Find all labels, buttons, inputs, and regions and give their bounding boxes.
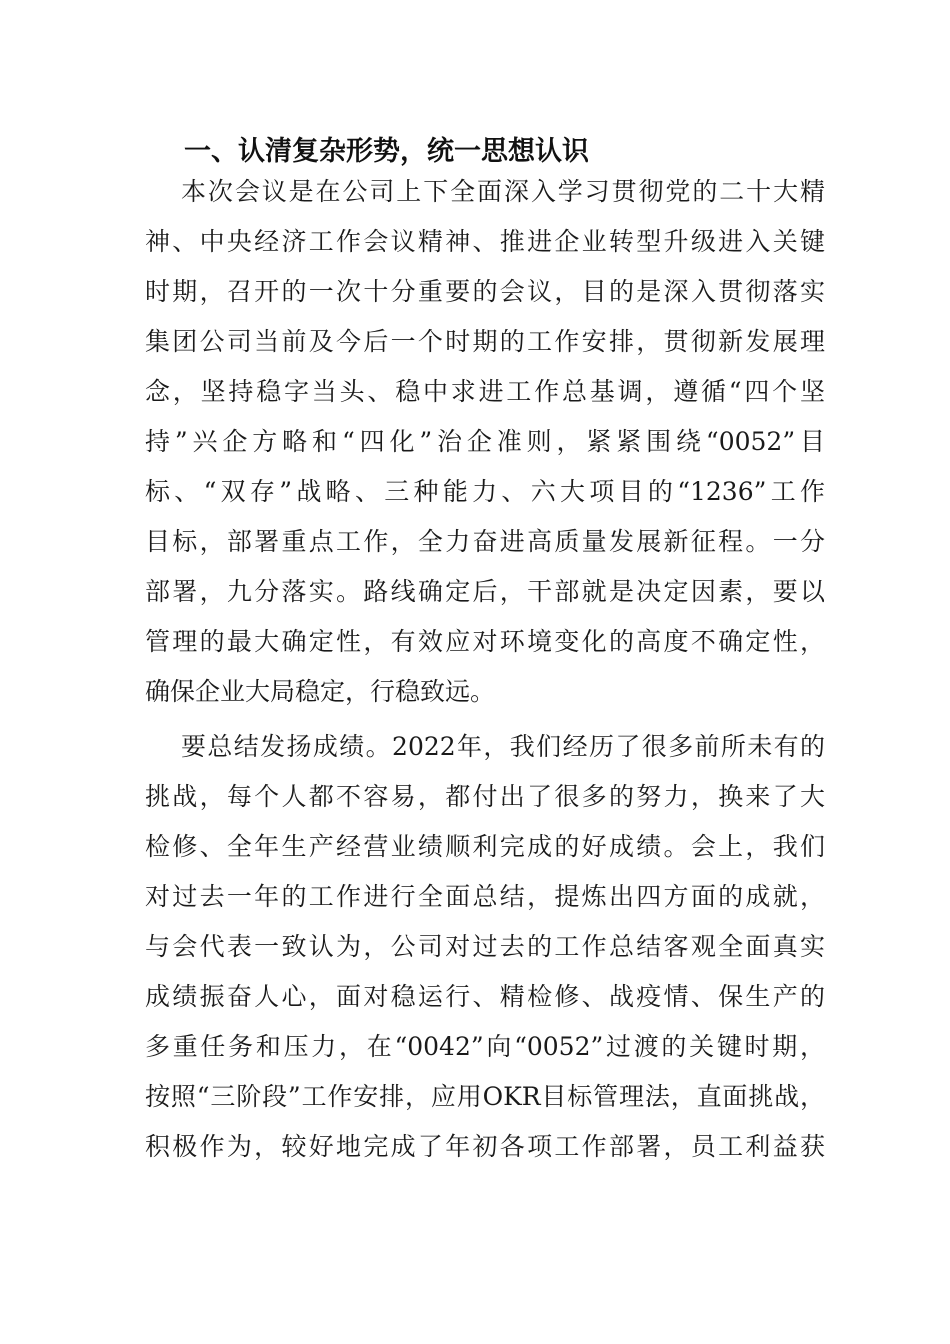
paragraph-achievements [145, 722, 825, 1172]
paragraph-line: 持”兴企方略和“四化”治企准则，紧紧围绕“0052”目 [145, 427, 825, 456]
paragraph-line: 按照“三阶段”工作安排，应用OKR目标管理法，直面挑战， [145, 1082, 825, 1111]
paragraph-line: 积极作为，较好地完成了年初各项工作部署，员工利益获 [145, 1132, 825, 1161]
paragraph-line: 成绩振奋人心，面对稳运行、精检修、战疫情、保生产的 [145, 982, 825, 1011]
paragraph-line: 多重任务和压力，在“0042”向“0052”过渡的关键时期， [145, 1032, 825, 1061]
paragraph-line: 挑战，每个人都不容易，都付出了很多的努力，换来了大 [145, 782, 825, 811]
paragraph-meeting-context [145, 167, 825, 717]
paragraph-line: 神、中央经济工作会议精神、推进企业转型升级进入关键 [145, 227, 825, 256]
paragraph-line: 要总结发扬成绩。2022年，我们经历了很多前所未有的 [181, 732, 825, 761]
paragraph-line: 部署，九分落实。路线确定后，干部就是决定因素，要以 [145, 577, 825, 606]
paragraph-line: 目标，部署重点工作，全力奋进高质量发展新征程。一分 [145, 527, 825, 556]
paragraph-line: 时期，召开的一次十分重要的会议，目的是深入贯彻落实 [145, 277, 825, 306]
paragraph-line: 管理的最大确定性，有效应对环境变化的高度不确定性， [145, 627, 825, 656]
paragraph-line: 标、“双存”战略、三种能力、六大项目的“1236”工作 [145, 477, 825, 506]
section-heading: 一、认清复杂形势，统一思想认识 [184, 136, 589, 167]
paragraph-line: 检修、全年生产经营业绩顺利完成的好成绩。会上，我们 [145, 832, 825, 861]
paragraph-line: 念，坚持稳字当头、稳中求进工作总基调，遵循“四个坚 [145, 377, 825, 406]
paragraph-line: 集团公司当前及今后一个时期的工作安排，贯彻新发展理 [145, 327, 825, 356]
paragraph-line: 确保企业大局稳定，行稳致远。 [145, 677, 496, 706]
paragraph-line: 与会代表一致认为，公司对过去的工作总结客观全面真实 [145, 932, 825, 961]
paragraph-line: 对过去一年的工作进行全面总结，提炼出四方面的成就， [145, 882, 825, 911]
paragraph-line: 本次会议是在公司上下全面深入学习贯彻党的二十大精 [181, 177, 825, 206]
